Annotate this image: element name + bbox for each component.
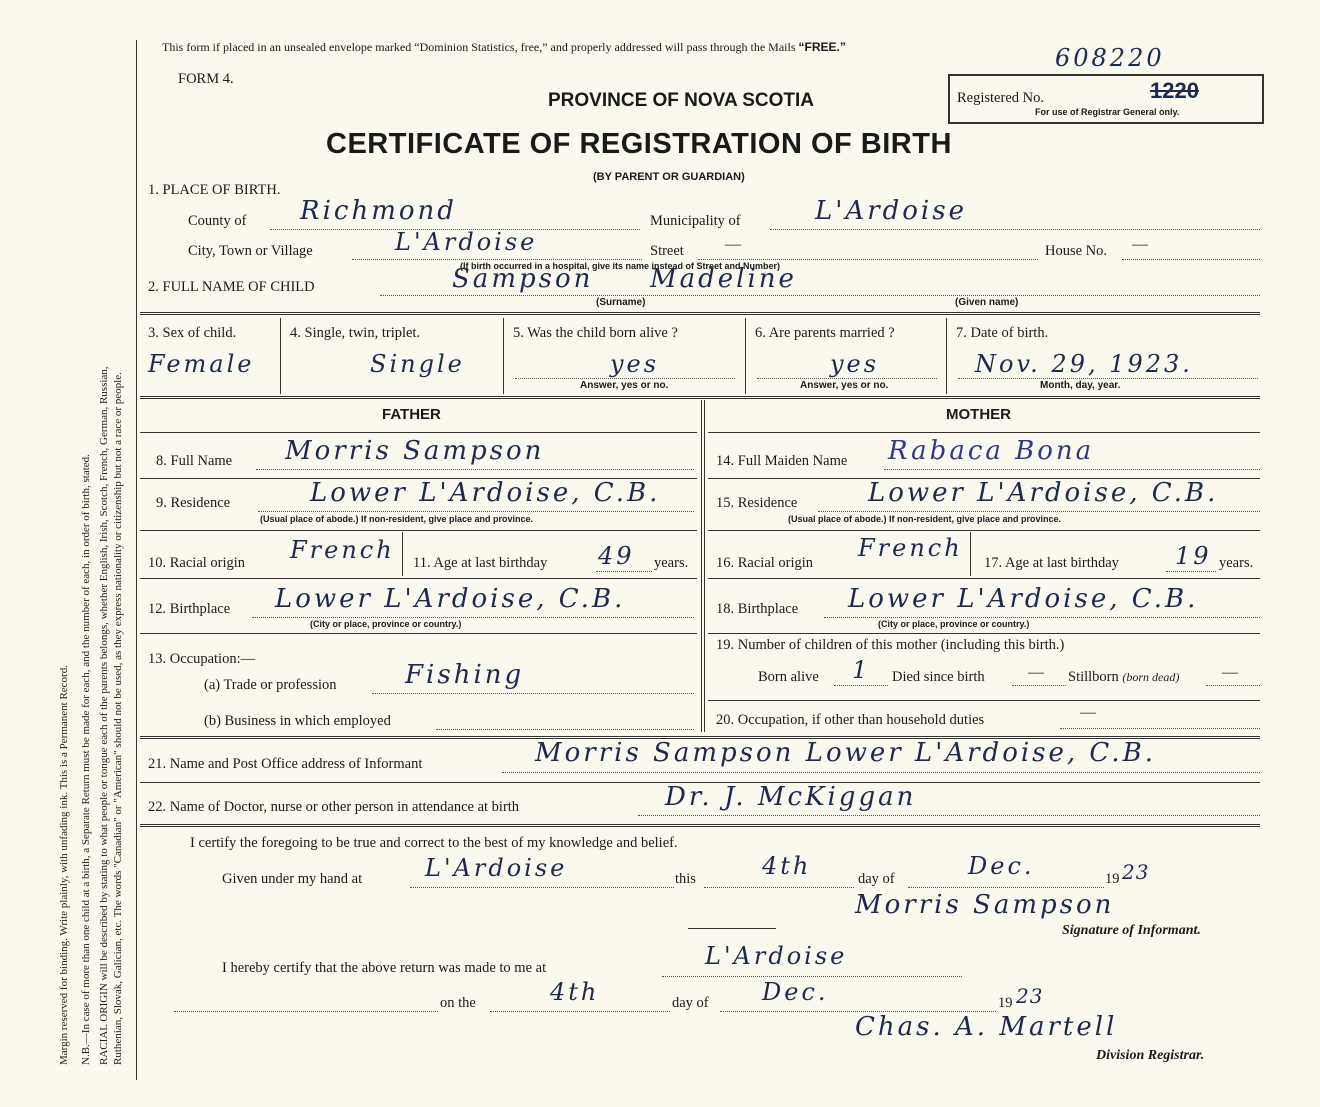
father-occupation-label: 13. Occupation:—: [148, 651, 256, 667]
given-under-hand-label: Given under my hand at: [222, 871, 363, 887]
mother-name-value: Rabaca Bona: [888, 436, 1095, 466]
side-note-binding: Margin reserved for binding. Write plainly, with unfading ink. This is a Permanent Record.: [58, 665, 70, 1065]
registrar-month-value: Dec.: [762, 978, 829, 1006]
father-birthplace-value: Lower L'Ardoise, C.B.: [275, 584, 626, 614]
registrar-day-value: 4th: [550, 978, 600, 1006]
form-number: FORM 4.: [178, 71, 234, 87]
registrar-year-prefix: 19: [998, 995, 1013, 1011]
died-since-birth-label: Died since birth: [892, 669, 985, 685]
plurality-label: 4. Single, twin, triplet.: [290, 325, 421, 341]
house-number-label: House No.: [1045, 243, 1108, 259]
child-surname: Sampson: [452, 264, 594, 294]
certificate-subtitle: (BY PARENT OR GUARDIAN): [593, 171, 745, 183]
child-name-label: 2. FULL NAME OF CHILD: [148, 279, 315, 295]
street-value: —: [725, 236, 741, 253]
side-note-multiple-births: N.B.—In case of more than one child at a birth, a Separate Return must be made for each, and the number of each, in order of birth, stated.: [80, 454, 92, 1065]
born-alive-count-value: 1: [852, 656, 871, 684]
sex-label: 3. Sex of child.: [148, 325, 237, 341]
date-of-birth-value: Nov. 29, 1923.: [975, 350, 1193, 378]
given-place-value: L'Ardoise: [425, 854, 568, 882]
place-of-birth-heading: 1. PLACE OF BIRTH.: [148, 182, 281, 198]
mother-residence-value: Lower L'Ardoise, C.B.: [868, 478, 1219, 508]
father-age-value: 49: [598, 542, 635, 570]
registrar-day-of-label: day of: [672, 995, 709, 1011]
side-note-racial-origin: RACIAL ORIGIN will be described by stating to what people or tongue each of the parents belongs, whether English, Irish, Scotch, French, German, Russian,: [98, 366, 110, 1065]
born-alive-count-label: Born alive: [758, 669, 819, 685]
informant-signature-label: Signature of Informant.: [1062, 923, 1201, 938]
city-value: L'Ardoise: [395, 228, 538, 256]
parents-married-value: yes: [830, 350, 880, 378]
father-residence-value: Lower L'Ardoise, C.B.: [310, 478, 661, 508]
municipality-label: Municipality of: [650, 213, 741, 229]
given-name-note: (Given name): [955, 297, 1019, 308]
children-count-label: 19. Number of children of this mother (including this birth.): [716, 637, 1065, 653]
division-registrar-label: Division Registrar.: [1096, 1048, 1205, 1063]
father-birthplace-label: 12. Birthplace: [148, 601, 231, 617]
father-heading: FATHER: [382, 406, 441, 423]
street-label: Street: [650, 243, 684, 259]
binding-margin-line: [136, 40, 137, 1080]
born-alive-label: 5. Was the child born alive ?: [513, 325, 678, 341]
house-number-value: —: [1132, 236, 1148, 253]
father-trade-label: (a) Trade or profession: [204, 677, 337, 693]
born-alive-value: yes: [610, 350, 660, 378]
father-racial-origin-value: French: [290, 536, 395, 564]
city-label: City, Town or Village: [188, 243, 313, 259]
municipality-value: L'Ardoise: [815, 196, 967, 226]
parents-married-label: 6. Are parents married ?: [755, 325, 895, 341]
father-age-label: 11. Age at last birthday: [413, 555, 548, 571]
mother-birthplace-label: 18. Birthplace: [716, 601, 799, 617]
date-of-birth-note: Month, day, year.: [1040, 380, 1121, 391]
parents-married-note: Answer, yes or no.: [800, 380, 889, 391]
mother-heading: MOTHER: [946, 406, 1011, 423]
father-age-years: years.: [654, 555, 689, 571]
mail-note: This form if placed in an unsealed envelope marked “Dominion Statistics, free,” and properly addressed will pass through the Mails “FREE.”: [162, 40, 846, 54]
registered-number-handwritten: 608220: [1055, 44, 1165, 72]
side-note-racial-origin-2: Ruthenian, Slovak, Galician, etc. The words "Canadian" or "American" should not be used, as they express nationality or citizenship but not a race or people.: [112, 372, 124, 1065]
hospital-note: (If birth occurred in a hospital, give its name instead of Street and Number): [460, 261, 781, 271]
registrar-on-label: on the: [440, 995, 476, 1011]
mother-occupation-label: 20. Occupation, if other than household duties: [716, 712, 985, 728]
mother-racial-origin-value: French: [858, 534, 963, 562]
given-day-of-label: day of: [858, 871, 895, 887]
given-year-value: 23: [1122, 860, 1150, 884]
this-label: this: [675, 871, 696, 887]
mother-abode-note: (Usual place of abode.) If non-resident, give place and province.: [788, 514, 1062, 524]
province-heading: PROVINCE OF NOVA SCOTIA: [548, 90, 815, 111]
registered-number-label: Registered No.: [957, 90, 1044, 106]
certify-text: I certify the foregoing to be true and correct to the best of my knowledge and belief.: [190, 835, 678, 851]
informant-signature: Morris Sampson: [855, 890, 1115, 920]
given-month-value: Dec.: [968, 852, 1035, 880]
stillborn-label: Stillborn (born dead): [1068, 669, 1180, 685]
doctor-value: Dr. J. McKiggan: [665, 782, 917, 812]
given-day-value: 4th: [762, 852, 812, 880]
county-value: Richmond: [300, 196, 457, 226]
father-residence-label: 9. Residence: [156, 495, 231, 511]
mother-birthplace-value: Lower L'Ardoise, C.B.: [848, 584, 1199, 614]
mother-age-label: 17. Age at last birthday: [984, 555, 1119, 571]
father-name-label: 8. Full Name: [156, 453, 233, 469]
born-alive-note: Answer, yes or no.: [580, 380, 669, 391]
mother-birthplace-note: (City or place, province or country.): [878, 619, 1030, 629]
date-of-birth-label: 7. Date of birth.: [956, 325, 1049, 341]
died-since-birth-value: —: [1028, 664, 1044, 681]
sex-value: Female: [148, 350, 255, 378]
father-trade-value: Fishing: [405, 660, 525, 690]
certificate-title: CERTIFICATE OF REGISTRATION OF BIRTH: [326, 128, 952, 160]
mother-residence-label: 15. Residence: [716, 495, 798, 511]
doctor-label: 22. Name of Doctor, nurse or other person in attendance at birth: [148, 799, 520, 815]
father-abode-note: (Usual place of abode.) If non-resident, give place and province.: [260, 514, 534, 524]
child-given-name: Madeline: [650, 264, 797, 294]
surname-note: (Surname): [596, 297, 646, 308]
mother-name-label: 14. Full Maiden Name: [716, 453, 848, 469]
mother-occupation-value: —: [1080, 704, 1096, 721]
stillborn-value: —: [1222, 664, 1238, 681]
registrar-general-note: For use of Registrar General only.: [1035, 107, 1180, 117]
given-year-prefix: 19: [1105, 871, 1120, 887]
registrar-signature: Chas. A. Martell: [855, 1012, 1118, 1042]
registered-number-struck: 1220: [1150, 78, 1199, 103]
father-name-value: Morris Sampson: [285, 436, 545, 466]
plurality-value: Single: [370, 350, 465, 378]
registrar-year-value: 23: [1016, 984, 1044, 1008]
mother-age-value: 19: [1175, 542, 1212, 570]
mother-racial-origin-label: 16. Racial origin: [716, 555, 814, 571]
father-racial-origin-label: 10. Racial origin: [148, 555, 246, 571]
registrar-place-value: L'Ardoise: [705, 942, 848, 970]
father-birthplace-note: (City or place, province or country.): [310, 619, 462, 629]
father-business-label: (b) Business in which employed: [204, 713, 391, 729]
county-label: County of: [188, 213, 247, 229]
mother-age-years: years.: [1219, 555, 1254, 571]
registrar-certify-text: I hereby certify that the above return was made to me at: [222, 960, 547, 976]
informant-label: 21. Name and Post Office address of Informant: [148, 756, 423, 772]
informant-value: Morris Sampson Lower L'Ardoise, C.B.: [535, 738, 1157, 768]
